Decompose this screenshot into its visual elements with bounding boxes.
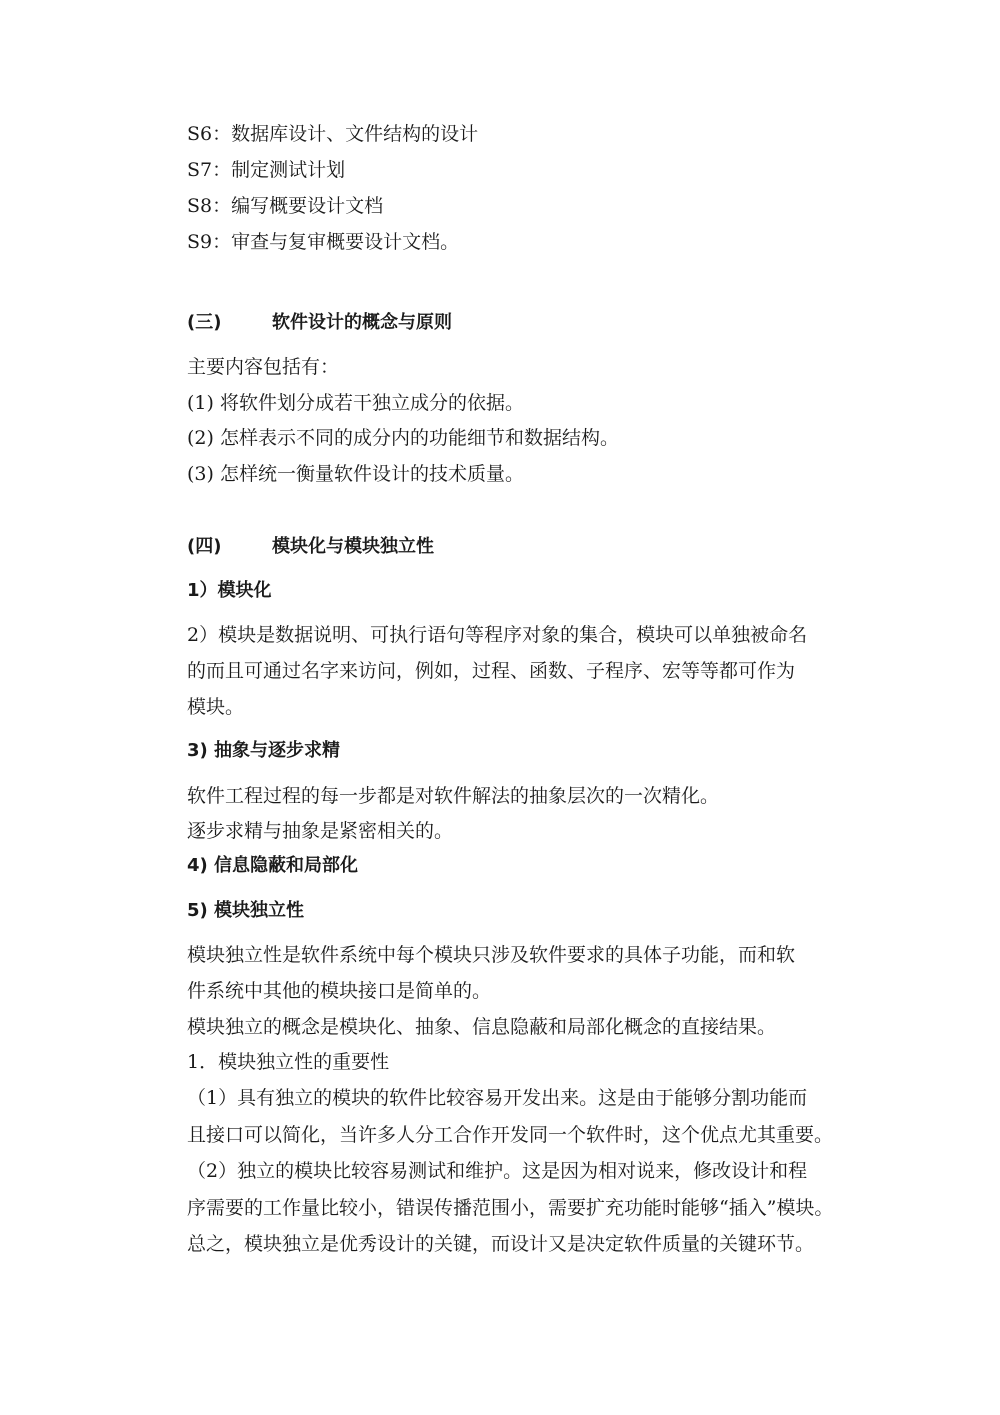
section3-heading — [187, 310, 452, 336]
section3-item-2: (2) 怎样表示不同的成分内的功能细节和数据结构。 — [187, 427, 619, 449]
sub2-line-3: 模块。 — [187, 696, 245, 718]
section3-item-3: (3) 怎样统一衡量软件设计的技术质量。 — [187, 463, 524, 485]
sub2-line-2: 的而且可通过名字来访问，例如，过程、函数、子程序、宏等等都可作为 — [187, 660, 796, 682]
section4-title: 模块化与模块独立性 — [272, 536, 434, 557]
sub5-line-3: 模块独立的概念是模块化、抽象、信息隐蔽和局部化概念的直接结果。 — [187, 1016, 777, 1038]
section3-number: (三) — [187, 312, 222, 333]
sub5-heading: 5) 模块独立性 — [187, 900, 305, 921]
step-s7: S7：制定测试计划 — [187, 159, 346, 181]
section3-item-1: (1) 将软件划分成若干独立成分的依据。 — [187, 392, 524, 414]
point2-line-2: 序需要的工作量比较小，错误传播范围小，需要扩充功能时能够“插入”模块。 — [187, 1197, 834, 1219]
sub2-line-1: 2）模块是数据说明、可执行语句等程序对象的集合，模块可以单独被命名 — [187, 624, 808, 646]
point1-line-2: 且接口可以简化，当许多人分工合作开发同一个软件时，这个优点尤其重要。 — [187, 1124, 834, 1146]
point1-line-1: （1）具有独立的模块的软件比较容易开发出来。这是由于能够分割功能而 — [187, 1087, 808, 1109]
step-s9: S9：审查与复审概要设计文档。 — [187, 231, 460, 253]
sub3-line-1: 软件工程过程的每一步都是对软件解法的抽象层次的一次精化。 — [187, 785, 720, 807]
step-s6: S6：数据库设计、文件结构的设计 — [187, 123, 479, 145]
sub3-heading: 3) 抽象与逐步求精 — [187, 740, 341, 761]
sub1-heading: 1）模块化 — [187, 580, 272, 601]
section4-number: (四) — [187, 536, 222, 557]
conclusion-line: 总之，模块独立是优秀设计的关键，而设计又是决定软件质量的关键环节。 — [187, 1233, 815, 1255]
section3-intro: 主要内容包括有： — [187, 356, 340, 378]
sub4-heading: 4) 信息隐蔽和局部化 — [187, 855, 359, 876]
section4-heading — [187, 534, 434, 560]
step-s8: S8：编写概要设计文档 — [187, 195, 384, 217]
sub5-line-2: 件系统中其他的模块接口是简单的。 — [187, 980, 492, 1002]
section3-title: 软件设计的概念与原则 — [272, 312, 452, 333]
sub5-line-1: 模块独立性是软件系统中每个模块只涉及软件要求的具体子功能，而和软 — [187, 944, 796, 966]
importance-heading: 1．模块独立性的重要性 — [187, 1051, 390, 1073]
point2-line-1: （2）独立的模块比较容易测试和维护。这是因为相对说来，修改设计和程 — [187, 1160, 808, 1182]
sub3-line-2: 逐步求精与抽象是紧密相关的。 — [187, 820, 454, 842]
